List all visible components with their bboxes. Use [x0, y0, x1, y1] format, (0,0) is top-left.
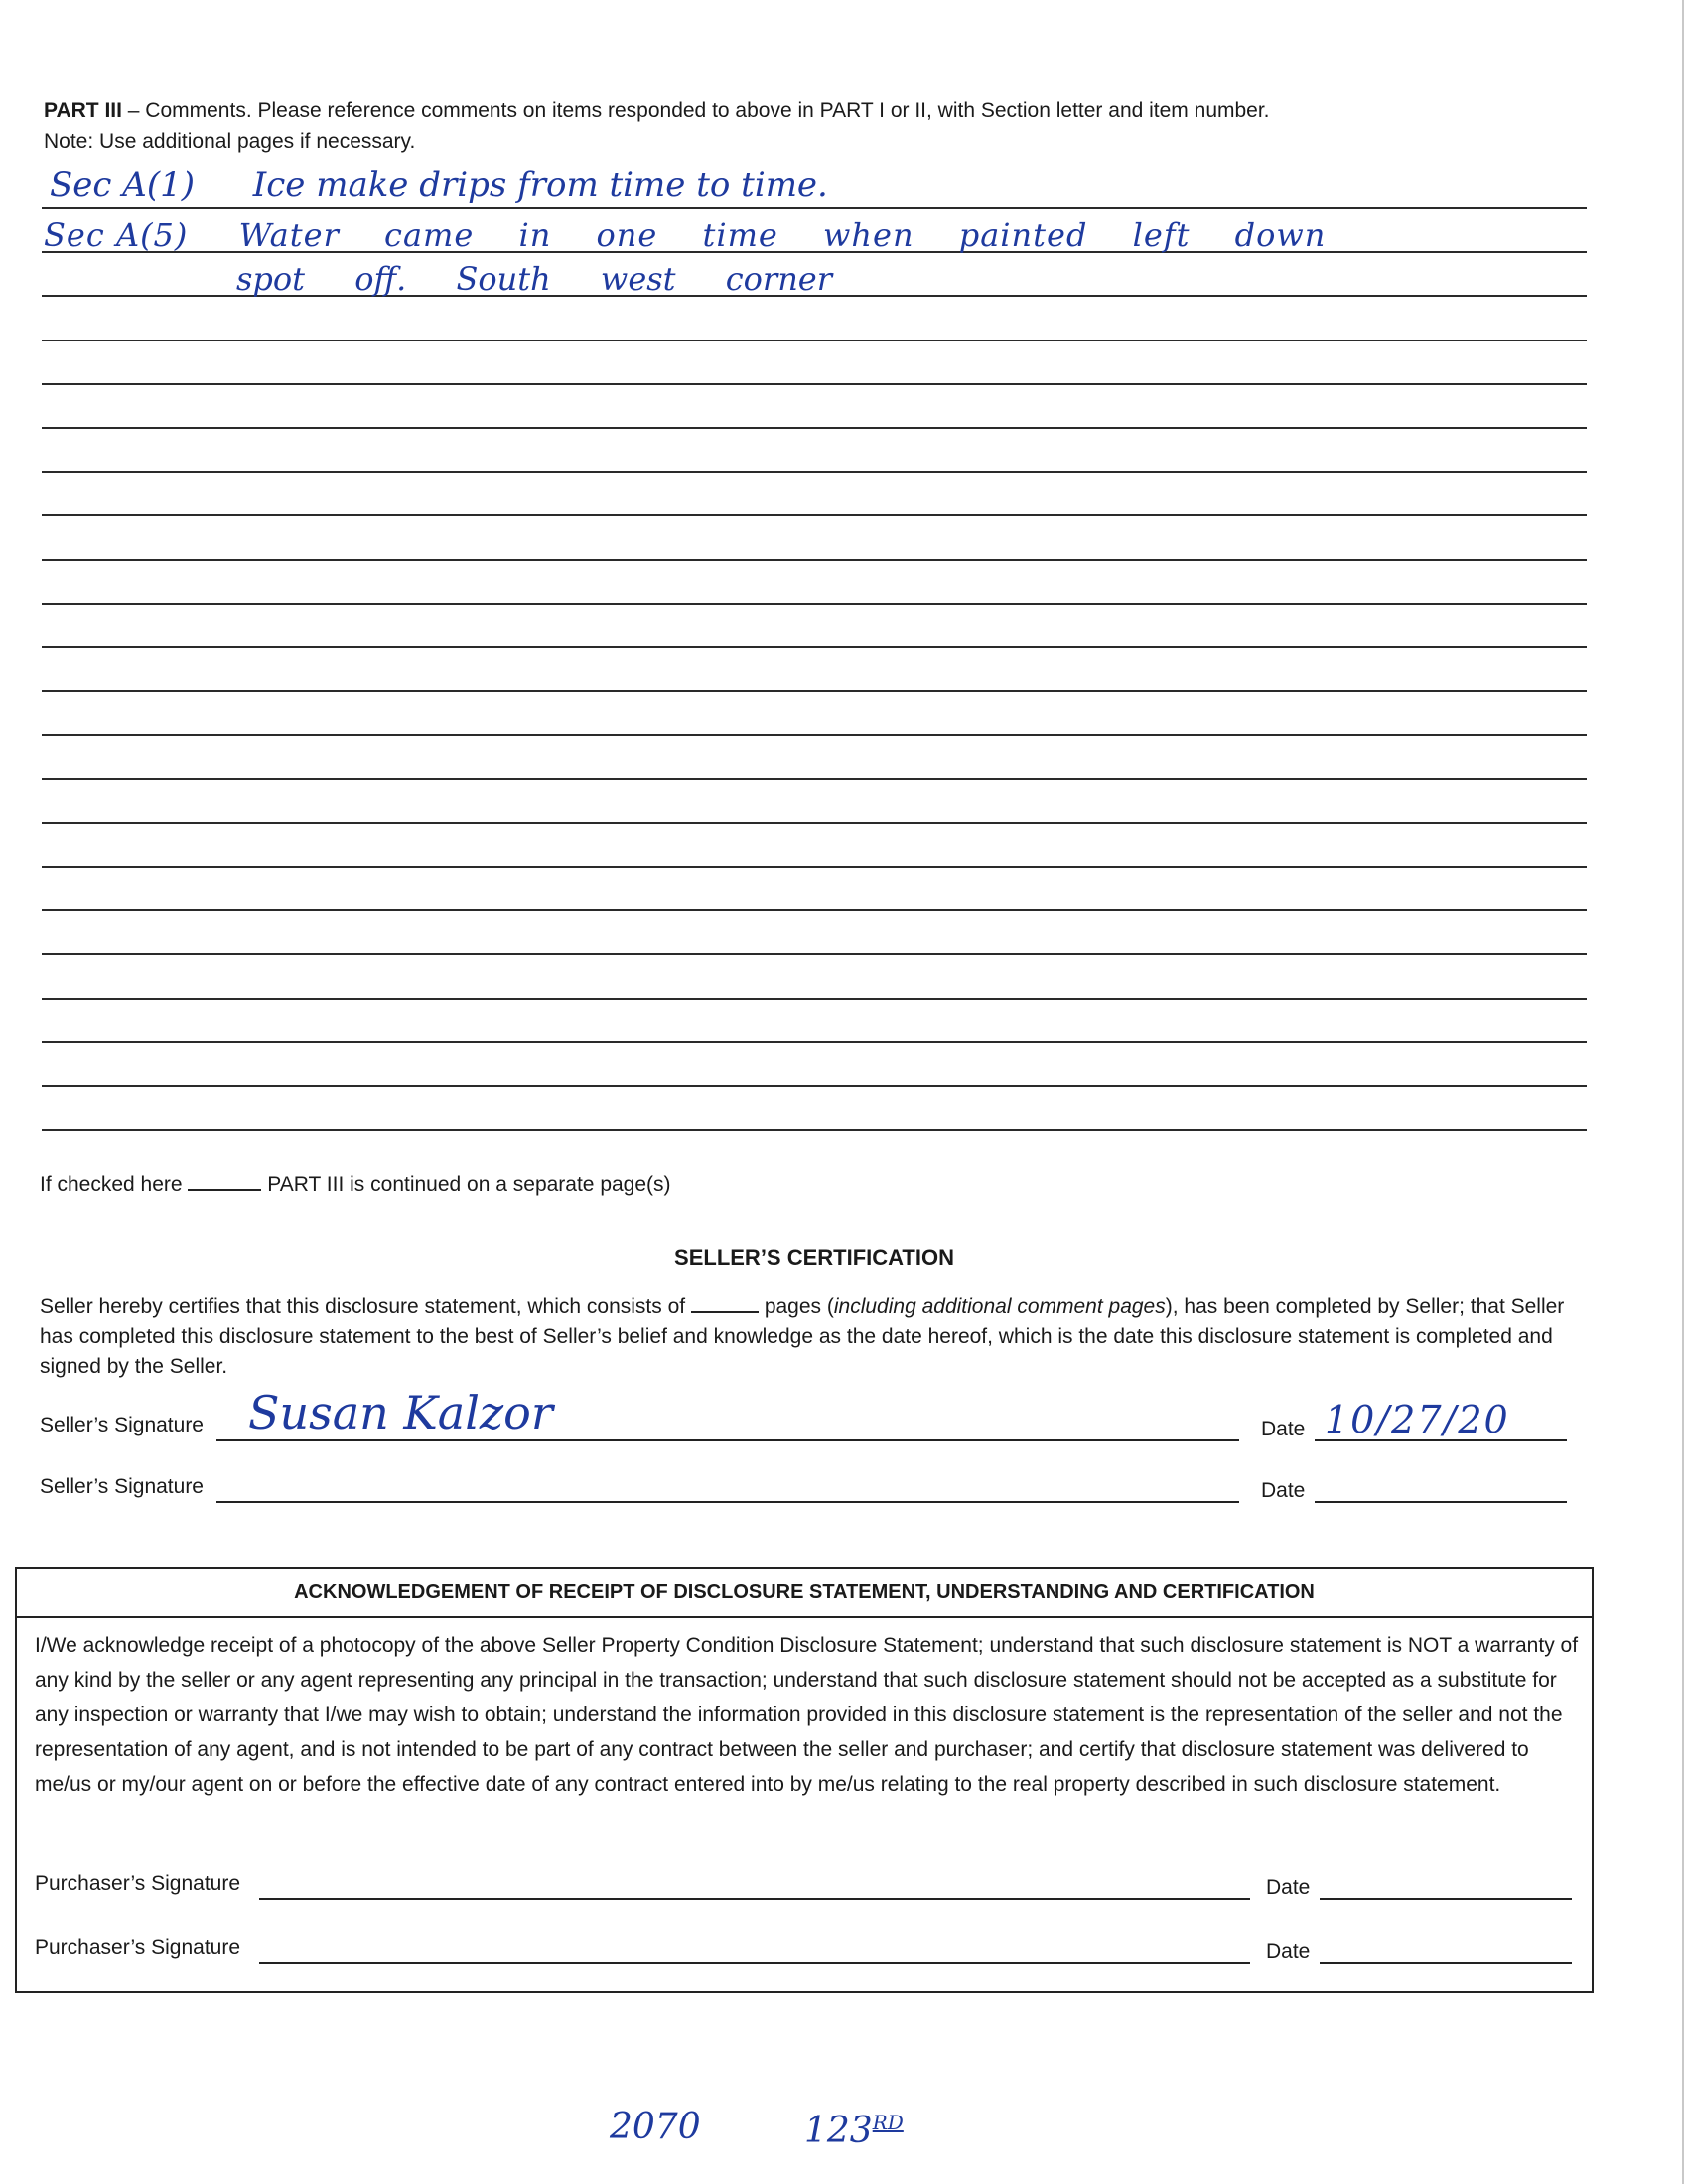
continuation-prefix: If checked here — [40, 1173, 183, 1196]
cert-text-italic: including additional comment pages — [833, 1296, 1166, 1318]
continuation-checkbox-blank[interactable] — [188, 1188, 261, 1191]
comment-line[interactable] — [42, 383, 1587, 385]
seller-signature-line-1[interactable] — [216, 1439, 1239, 1441]
cert-text-part2: pages ( — [764, 1296, 834, 1318]
seller-certification-body — [40, 1293, 1599, 1382]
footer-note-right-number: 123 — [804, 2111, 873, 2151]
purchaser-signature-line-2[interactable] — [259, 1962, 1250, 1964]
part3-label: PART III — [44, 99, 122, 122]
purchaser-date-label-2: Date — [1266, 1940, 1311, 1963]
comment-line[interactable] — [42, 427, 1587, 429]
seller-signature-label-2: Seller’s Signature — [40, 1475, 204, 1498]
footer-note-right-sup: RD — [872, 2111, 904, 2134]
comment-line[interactable] — [42, 646, 1587, 648]
comment-2-reference: Sec A(5) — [44, 216, 189, 254]
comment-line[interactable] — [42, 1085, 1587, 1087]
page-count-blank[interactable] — [691, 1310, 759, 1313]
footer-note-left: 2070 — [610, 2107, 701, 2147]
comment-line[interactable] — [42, 866, 1587, 868]
part3-note: Note: Use additional pages if necessary. — [44, 130, 416, 153]
comment-line[interactable] — [42, 603, 1587, 605]
seller-date-label-2: Date — [1261, 1479, 1306, 1502]
comment-line[interactable] — [42, 734, 1587, 736]
comment-line[interactable] — [42, 559, 1587, 561]
continuation-line — [40, 1173, 671, 1197]
handwritten-comment-2 — [44, 216, 1326, 254]
comment-line[interactable] — [42, 953, 1587, 955]
footer-note-right — [804, 2111, 904, 2151]
comment-2-text: Water came in one time when painted left down — [238, 216, 1327, 254]
seller-date-line-2[interactable] — [1315, 1501, 1567, 1503]
comment-line[interactable] — [42, 998, 1587, 1000]
comment-1-text: Ice make drips from time to time. — [252, 165, 828, 205]
comment-1-reference: Sec A(1) — [50, 165, 195, 205]
handwritten-comment-3: spot off. South west corner — [236, 260, 833, 298]
purchaser-date-line-1[interactable] — [1320, 1898, 1572, 1900]
purchaser-signature-label-2: Purchaser’s Signature — [35, 1936, 241, 1959]
cert-text-part3: ), has been completed by Seller; that Seller has completed this disclosure statement to the best of Seller’s belief and knowledge as the date hereof, which is the date this disclosure statement is completed and signed by the Seller. — [40, 1296, 1565, 1378]
seller-signature-label-1: Seller’s Signature — [40, 1414, 204, 1436]
purchaser-signature-label-1: Purchaser’s Signature — [35, 1872, 241, 1895]
handwritten-comment-1 — [50, 165, 828, 205]
acknowledgement-body: I/We acknowledge receipt of a photocopy of the above Seller Property Condition Disclosure Statement; understand that such disclosure statement is NOT a warranty of any kind by the seller or any agent representing any principal in the transaction; understand that such disclosure statement should not be accepted as a substitute for any inspection or warranty that I/we may wish to obtain; understand the information provided in this disclosure statement is the representation of the seller and not the representation of any agent, and is not intended to be part of any contract between the seller and purchaser; and certify that disclosure statement was delivered to me/us or my/our agent on or before the effective date of any contract entered into by me/us relating to the real property described in such disclosure statement. — [35, 1634, 1579, 1796]
comment-line[interactable] — [42, 340, 1587, 341]
cert-text-part1: Seller hereby certifies that this disclosure statement, which consists of — [40, 1296, 686, 1318]
part3-instruction: – Comments. Please reference comments on items responded to above in PART I or II, with Section letter and item number. — [121, 99, 1270, 122]
comment-line[interactable] — [42, 207, 1587, 209]
comment-line[interactable] — [42, 514, 1587, 516]
purchaser-date-line-2[interactable] — [1320, 1962, 1572, 1964]
comment-line[interactable] — [42, 1129, 1587, 1131]
comment-line[interactable] — [42, 909, 1587, 911]
comment-line[interactable] — [42, 471, 1587, 473]
comment-line[interactable] — [42, 1041, 1587, 1043]
seller-signature-line-2[interactable] — [216, 1501, 1239, 1503]
page-edge — [1682, 0, 1684, 2184]
seller-date-1: 10/27/20 — [1325, 1398, 1510, 1441]
comment-line[interactable] — [42, 822, 1587, 824]
comment-line[interactable] — [42, 690, 1587, 692]
seller-signature-1: Susan Kalzor — [248, 1386, 553, 1439]
purchaser-signature-line-1[interactable] — [259, 1898, 1250, 1900]
part3-header — [44, 95, 1270, 157]
seller-date-label-1: Date — [1261, 1418, 1306, 1440]
acknowledgement-title: ACKNOWLEDGEMENT OF RECEIPT OF DISCLOSURE STATEMENT, UNDERSTANDING AND CERTIFICATION — [17, 1569, 1592, 1618]
comment-line[interactable] — [42, 778, 1587, 780]
seller-certification-title: SELLER’S CERTIFICATION — [674, 1245, 954, 1270]
continuation-suffix: PART III is continued on a separate page(s) — [267, 1173, 671, 1196]
purchaser-date-label-1: Date — [1266, 1876, 1311, 1899]
acknowledgement-box — [15, 1567, 1594, 1993]
